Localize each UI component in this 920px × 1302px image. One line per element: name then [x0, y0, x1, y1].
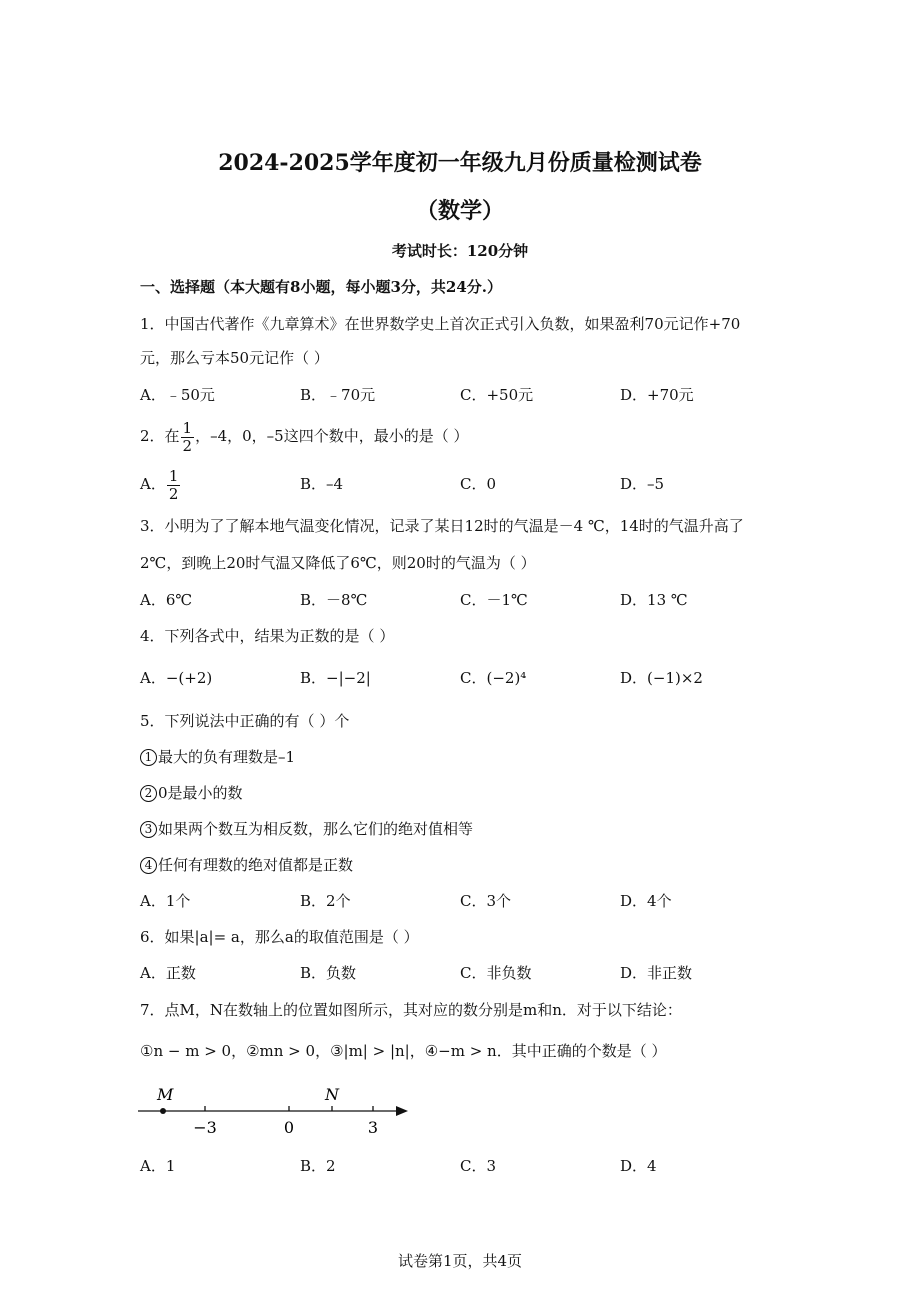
question-7-option-b: B．2: [300, 1157, 336, 1175]
exam-subject: （数学）: [415, 198, 504, 224]
circled-number: 2: [140, 785, 157, 802]
question-6-option-a: A．正数: [140, 964, 196, 982]
question-2-option-b: B．–4: [300, 475, 344, 493]
question-6-option-d: D．非正数: [620, 964, 693, 982]
point-n-label: N: [325, 1085, 339, 1104]
question-5-statement-3: [140, 819, 473, 839]
statement-text: 最大的负有理数是–1: [158, 748, 296, 766]
question-2-stem: [140, 418, 469, 455]
question-2-suffix: ，–4，0，–5这四个数中，最小的是（ ）: [195, 427, 469, 445]
fraction-one-half: [181, 420, 195, 455]
question-3-option-b: B．－8℃: [300, 591, 368, 609]
number-line-figure: [130, 1080, 420, 1140]
question-3-option-a: A．6℃: [140, 591, 193, 609]
question-5-statement-1: [140, 747, 295, 767]
question-7-option-d: D．4: [620, 1157, 657, 1175]
question-5-option-d: D．4个: [620, 892, 672, 910]
arrow-right-icon: [396, 1106, 408, 1116]
option-a-label: A．: [140, 475, 166, 493]
question-1-option-a: A．﹣50元: [140, 386, 215, 404]
section-heading: 一、选择题（本大题有8小题，每小题3分，共24分.）: [140, 278, 502, 296]
point-m-dot: [160, 1108, 166, 1114]
circled-number: 3: [140, 821, 157, 838]
question-7-option-a: A．1: [140, 1157, 176, 1175]
question-7-line-1: 7．点M，N在数轴上的位置如图所示，其对应的数分别是m和n．对于以下结论：: [140, 1001, 682, 1019]
question-3-line-1: 3．小明为了了解本地气温变化情况，记录了某日12时的气温是－4 ℃，14时的气温升高了: [140, 517, 744, 535]
tick-label-0: 0: [283, 1118, 295, 1137]
question-1-option-c: C．+50元: [460, 386, 534, 404]
fraction-denominator: 2: [168, 484, 179, 503]
question-5-option-b: B．2个: [300, 892, 351, 910]
question-3-option-c: C．－1℃: [460, 591, 528, 609]
question-6-option-b: B．负数: [300, 964, 357, 982]
circled-number: 1: [140, 749, 157, 766]
circled-number: 4: [140, 857, 157, 874]
question-4-option-d: D．(−1)×2: [620, 669, 703, 687]
question-1-line-1: 1．中国古代著作《九章算术》在世界数学史上首次正式引入负数，如果盈利70元记作+70: [140, 315, 741, 333]
question-1-option-b: B．﹣70元: [300, 386, 376, 404]
question-2-prefix: 2．在: [140, 427, 180, 445]
question-7-line-2: ①n − m > 0，②mn > 0，③|m| > |n|，④−m > n．其中正确的个数是（ ）: [140, 1042, 667, 1060]
exam-duration: 考试时长：120分钟: [391, 242, 529, 260]
fraction-one-half: [167, 468, 181, 503]
statement-text: 0是最小的数: [158, 784, 243, 802]
statement-text: 如果两个数互为相反数，那么它们的绝对值相等: [158, 820, 474, 838]
question-4-stem: 4．下列各式中，结果为正数的是（ ）: [140, 627, 395, 645]
question-5-option-a: A．1个: [140, 892, 191, 910]
question-1-option-d: D．+70元: [620, 386, 694, 404]
fraction-numerator: 1: [182, 418, 193, 437]
question-5-stem: 5．下列说法中正确的有（ ）个: [140, 712, 350, 730]
point-m-label: M: [157, 1085, 174, 1104]
question-5-statement-4: [140, 855, 353, 875]
question-6-option-c: C．非负数: [460, 964, 532, 982]
fraction-numerator: 1: [168, 466, 179, 485]
exam-title: 2024-2025学年度初一年级九月份质量检测试卷: [218, 150, 702, 176]
page-footer: 试卷第1页，共4页: [397, 1252, 523, 1270]
question-5-statement-2: [140, 783, 243, 803]
tick-label-3: 3: [367, 1118, 379, 1137]
fraction-denominator: 2: [182, 436, 193, 455]
question-6-stem: 6．如果|a|= a，那么a的取值范围是（ ）: [140, 928, 419, 946]
question-7-option-c: C．3: [460, 1157, 497, 1175]
question-4-option-a: A．−(+2): [140, 669, 213, 687]
question-5-option-c: C．3个: [460, 892, 512, 910]
statement-text: 任何有理数的绝对值都是正数: [158, 856, 354, 874]
question-2-option-a: [140, 466, 181, 503]
tick-label-minus-3: −3: [193, 1118, 217, 1137]
question-4-option-c: C．(−2)⁴: [460, 669, 527, 687]
question-4-option-b: B．−|−2|: [300, 669, 371, 687]
question-3-option-d: D．13 ℃: [620, 591, 688, 609]
question-2-option-d: D．–5: [620, 475, 665, 493]
question-2-option-c: C．0: [460, 475, 497, 493]
question-1-line-2: 元，那么亏本50元记作（ ）: [140, 349, 329, 367]
question-3-line-2: 2℃，到晚上20时气温又降低了6℃，则20时的气温为（ ）: [140, 554, 536, 572]
